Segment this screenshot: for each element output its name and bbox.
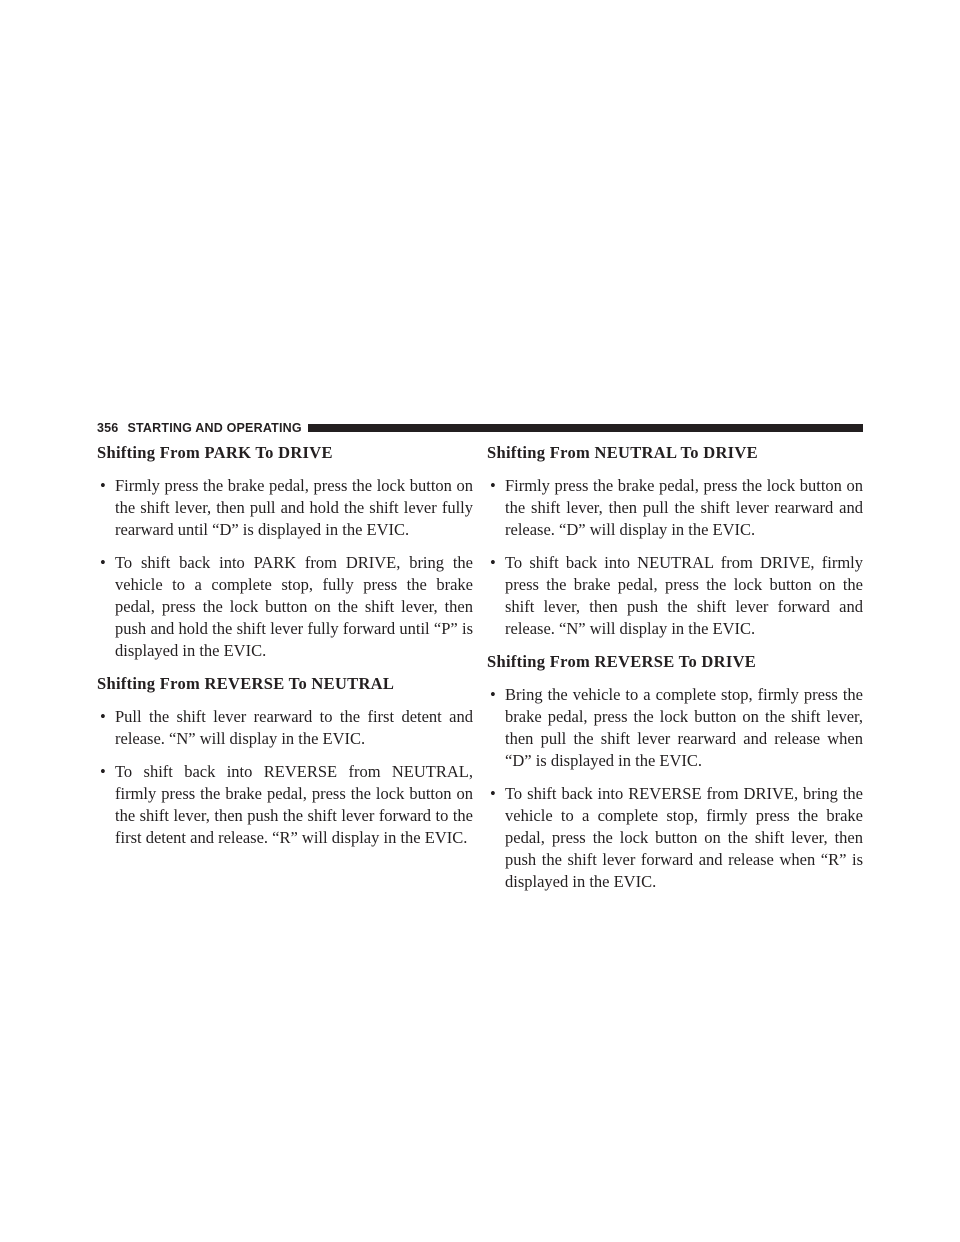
bullet-list-reverse-to-drive	[487, 684, 863, 893]
heading-neutral-to-drive: Shifting From NEUTRAL To DRIVE	[487, 443, 758, 462]
page-number: 356	[97, 420, 119, 435]
page-header	[97, 421, 863, 434]
heading-reverse-to-neutral: Shifting From REVERSE To NEUTRAL	[97, 674, 395, 693]
list-item-text: Firmly press the brake pedal, press the lock button on the shift lever, then pull and hold the shift lever fully rearward until “D” is displayed in the EVIC.	[115, 476, 473, 539]
bullet-icon: •	[490, 553, 496, 572]
bullet-icon: •	[100, 707, 106, 726]
heading-park-to-drive: Shifting From PARK To DRIVE	[97, 443, 333, 462]
right-column	[487, 442, 863, 904]
list-item-text: Bring the vehicle to a complete stop, firmly press the brake pedal, press the lock button on the shift lever, then pull the shift lever rearward and release when “D” is displayed in the EVIC.	[505, 685, 863, 770]
list-item	[97, 552, 473, 662]
list-item-text: To shift back into PARK from DRIVE, bring the vehicle to a complete stop, fully press the brake pedal, press the lock button on the shift lever, then push and hold the shift lever fully forward until “P” is displayed in the EVIC.	[115, 553, 473, 660]
bullet-icon: •	[490, 476, 496, 495]
bullet-list-reverse-to-neutral	[97, 706, 473, 849]
list-item-text: Firmly press the brake pedal, press the lock button on the shift lever, then pull the shift lever rearward and release. “D” will display in the EVIC.	[505, 476, 863, 539]
list-item	[97, 761, 473, 849]
bullet-icon: •	[100, 762, 106, 781]
bullet-icon: •	[100, 553, 106, 572]
bullet-list-neutral-to-drive	[487, 475, 863, 640]
list-item	[487, 783, 863, 893]
list-item	[487, 475, 863, 541]
heading-reverse-to-drive: Shifting From REVERSE To DRIVE	[487, 652, 757, 671]
list-item	[487, 552, 863, 640]
bullet-icon: •	[490, 784, 496, 803]
list-item	[97, 706, 473, 750]
bullet-list-park-to-drive	[97, 475, 473, 662]
list-item-text: To shift back into REVERSE from NEUTRAL, firmly press the brake pedal, press the lock button on the shift lever, then push the shift lever forward to the first detent and release. “R” will display in the EVIC.	[115, 762, 473, 847]
list-item-text: To shift back into NEUTRAL from DRIVE, firmly press the brake pedal, press the lock button on the shift lever, then push the shift lever forward and release. “N” will display in the EVIC.	[505, 553, 863, 638]
header-rule	[308, 424, 863, 432]
section-title: STARTING AND OPERATING	[127, 420, 302, 435]
list-item	[487, 684, 863, 772]
list-item-text: Pull the shift lever rearward to the first detent and release. “N” will display in the EVIC.	[115, 707, 473, 748]
left-column	[97, 442, 473, 860]
list-item	[97, 475, 473, 541]
list-item-text: To shift back into REVERSE from DRIVE, bring the vehicle to a complete stop, firmly press the brake pedal, press the lock button on the shift lever, then push the shift lever forward and release when “R” is displayed in the EVIC.	[505, 784, 863, 891]
bullet-icon: •	[100, 476, 106, 495]
bullet-icon: •	[490, 685, 496, 704]
